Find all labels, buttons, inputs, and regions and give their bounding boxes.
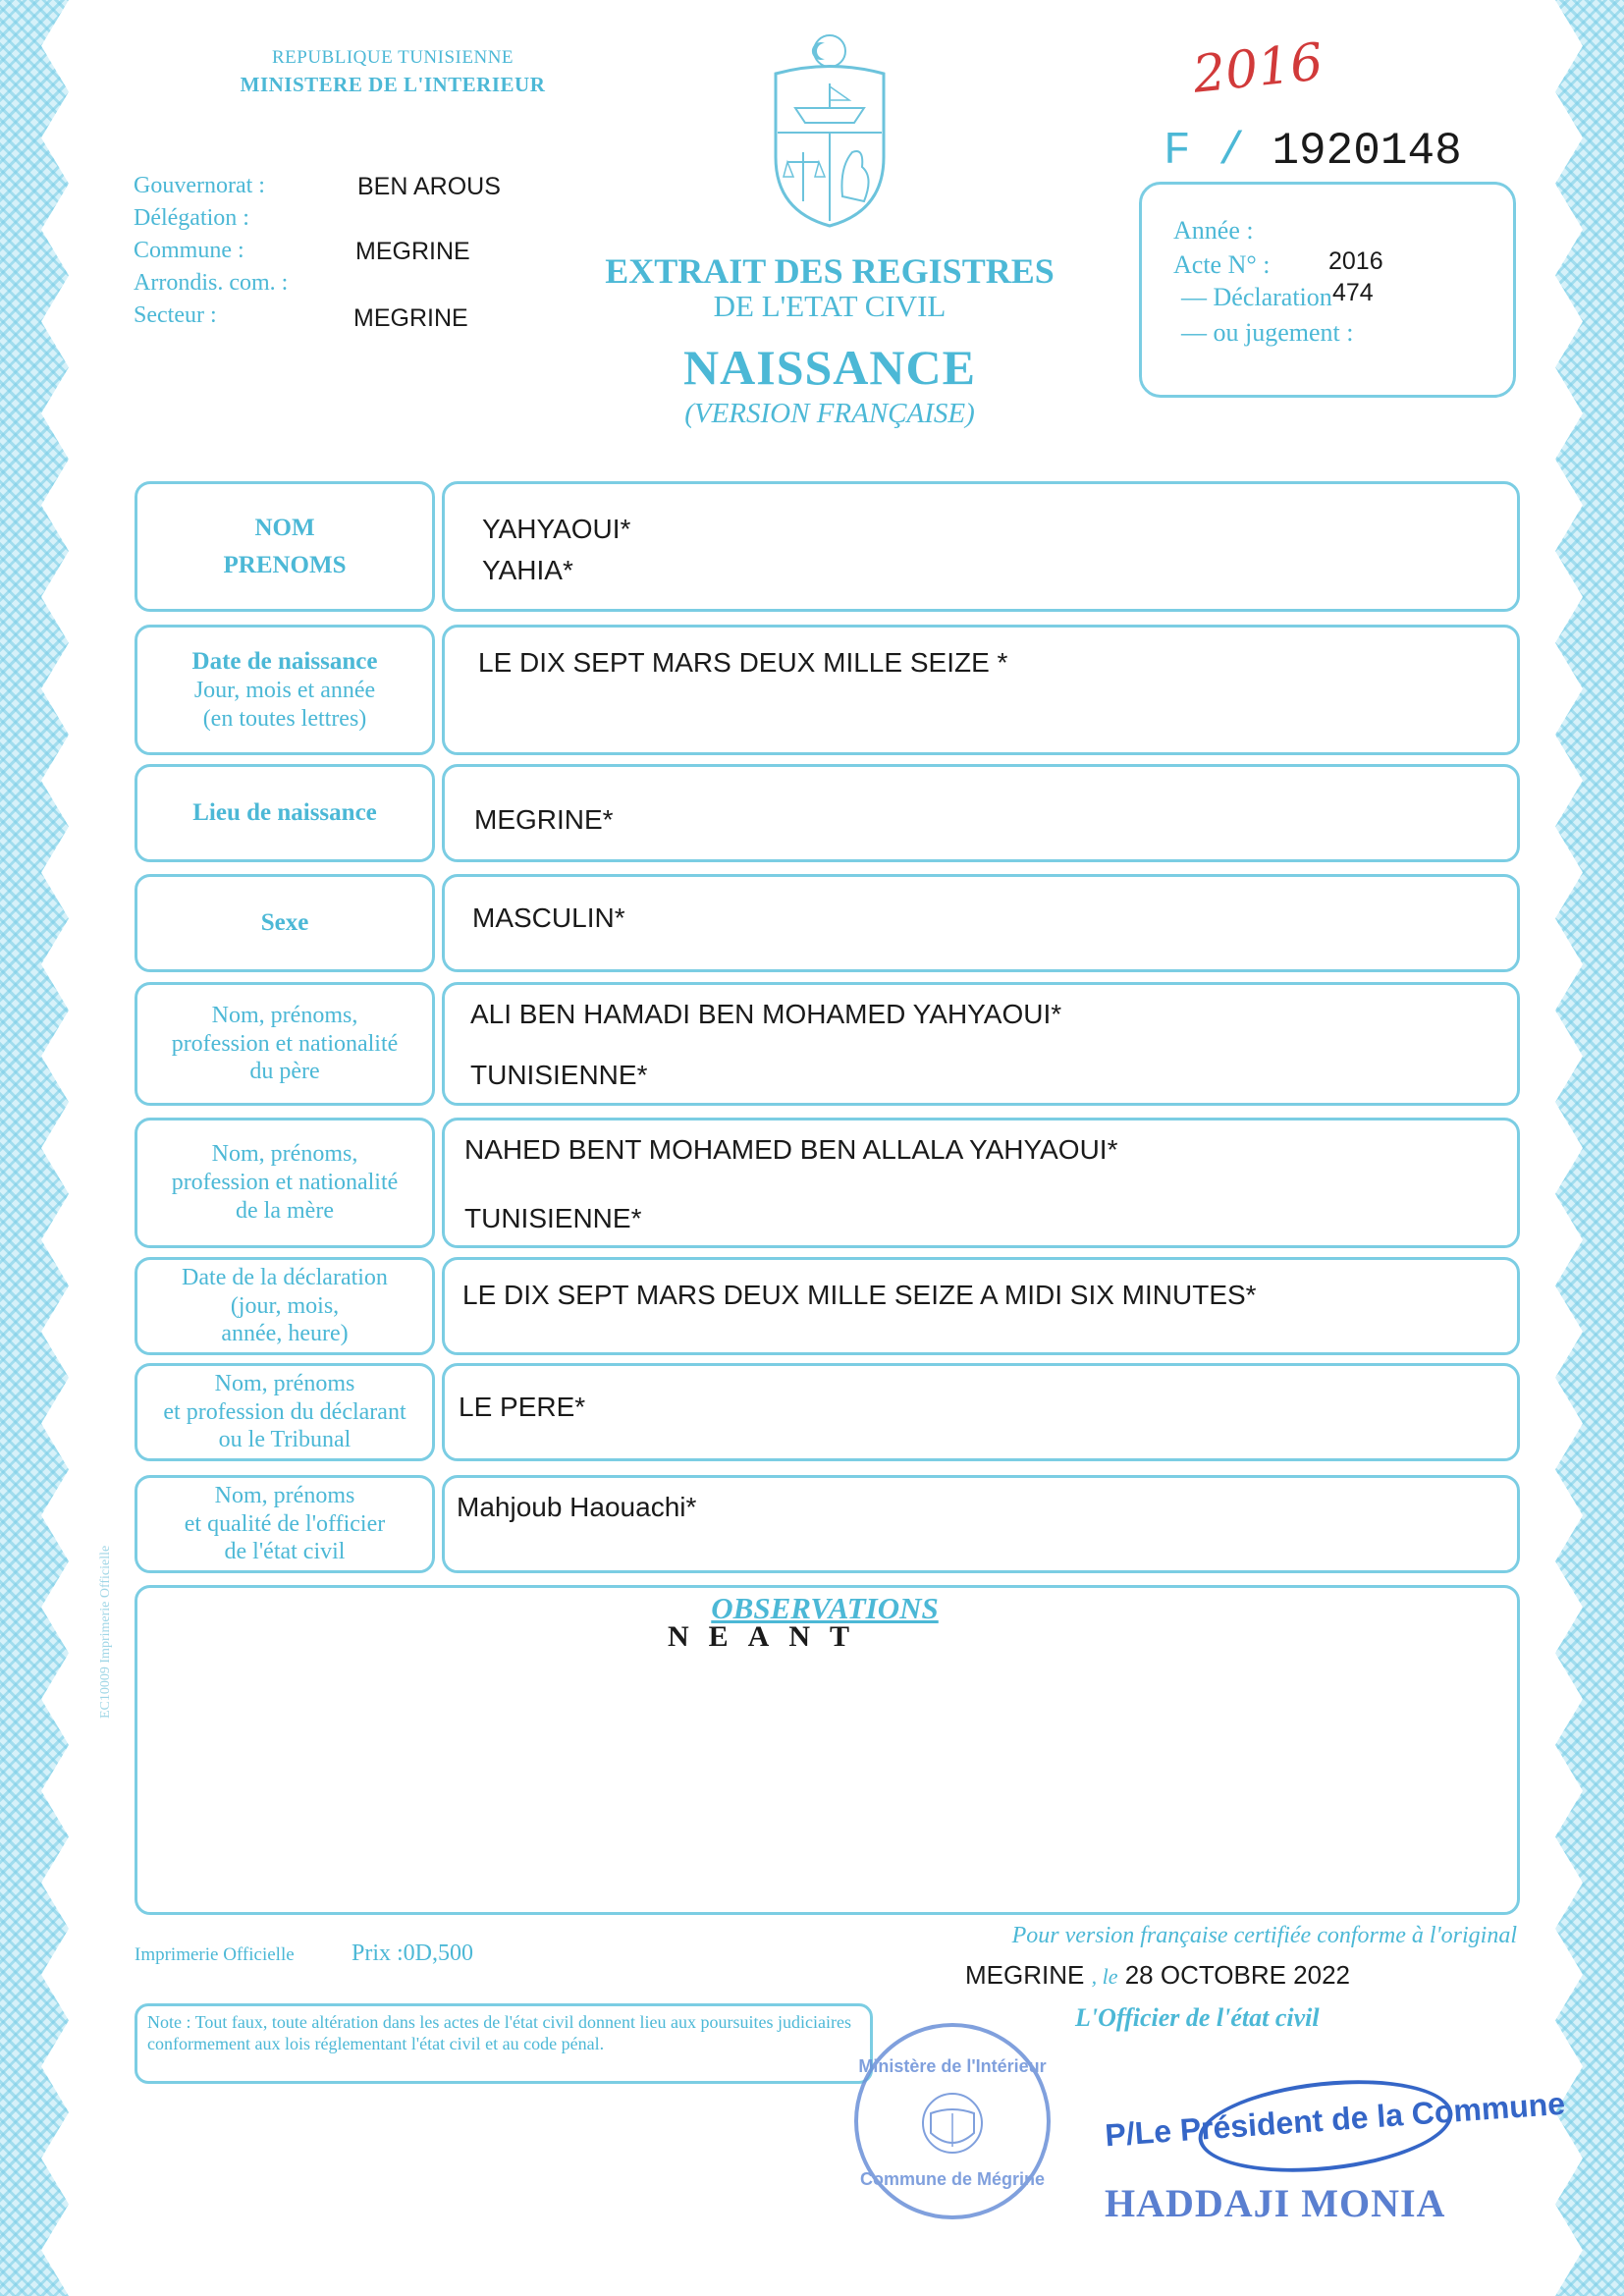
nom-prenoms-label-cell [135,481,435,612]
version-subtitle: (VERSION FRANÇAISE) [684,398,975,429]
officier-label-cell [135,1475,435,1573]
acte-number-label: Acte N° : [1173,250,1271,279]
declarant-value: LE PERE* [459,1392,586,1422]
mere-nationality-value: TUNISIENNE* [464,1203,642,1233]
prenoms-label: PRENOMS [223,551,347,578]
pere-label-cell [135,982,435,1106]
stamp-top-text: Ministère de l'Intérieur [858,2056,1047,2076]
gouvernorat-value: BEN AROUS [357,173,501,200]
gouvernorat-label: Gouvernorat : [134,173,265,198]
date-declaration-label-line3: année, heure) [221,1321,349,1347]
officier-label-line2: et qualité de l'officier [184,1510,386,1537]
prix-label: Prix :0D,500 [352,1941,474,1966]
serial-number-value: 1920148 [1272,126,1462,177]
sexe-value-cell [442,874,1520,972]
nom-label: NOM [254,514,315,541]
observations-title: OBSERVATIONS [711,1591,939,1625]
signature-role: P/Le Président de la Commune [1104,2085,1567,2154]
mere-value-cell [442,1118,1520,1248]
declarant-label-line2: et profession du déclarant [163,1398,406,1425]
jugement-label: — ou jugement : [1181,318,1354,347]
date-naissance-value-cell [442,625,1520,755]
pere-value-cell [442,982,1520,1106]
officier-title: L'Officier de l'état civil [1075,2003,1320,2032]
legal-note: Note : Tout faux, toute altération dans les actes de l'état civil donnent lieu aux poursuites judiciaires conformement aux lois réglementant l'état civil et au code pénal. [135,2003,873,2084]
lieu-naissance-value-cell [442,764,1520,862]
declarant-label-cell [135,1363,435,1461]
certification-statement: Pour version française certifiée conforme à l'original [1011,1923,1517,1948]
side-printer-code: EC10009 Imprimerie Officielle [98,1545,113,1719]
date-naissance-sublabel-1: Jour, mois et année [193,677,376,703]
issue-place: MEGRINE [965,1960,1085,1990]
sexe-value: MASCULIN* [472,902,625,933]
pere-label-line1: Nom, prénoms, [211,1002,358,1028]
secteur-value: MEGRINE [353,304,468,332]
lieu-naissance-label: Lieu de naissance [192,799,377,826]
commune-label: Commune : [134,238,244,263]
commune-value: MEGRINE [355,238,470,265]
mere-label-line2: profession et nationalité [171,1170,399,1196]
pere-label-line3: du père [249,1059,320,1085]
pere-nationality-value: TUNISIENNE* [470,1060,648,1090]
date-declaration-label-line1: Date de la déclaration [182,1264,388,1290]
declarant-label-line1: Nom, prénoms [214,1370,355,1396]
serial-prefix: F / [1164,126,1245,177]
stamp-emblem-icon [917,2088,988,2159]
declarant-label-line3: ou le Tribunal [218,1427,352,1453]
coat-of-arms-emblem [766,29,893,231]
date-declaration-value-cell [442,1257,1520,1355]
declarant-value-cell [442,1363,1520,1461]
annee-label: Année : [1173,216,1254,245]
imprimerie-label: Imprimerie Officielle [135,1944,295,1965]
prenoms-value: YAHIA* [482,555,573,585]
date-declaration-label-cell [135,1257,435,1355]
observations-value: NEANT [668,1620,870,1653]
mere-label-line1: Nom, prénoms, [211,1141,358,1168]
mere-name-value: NAHED BENT MOHAMED BEN ALLALA YAHYAOUI* [464,1134,1118,1165]
mere-label-line3: de la mère [236,1197,334,1224]
acte-year-value: 2016 [1328,247,1383,275]
date-naissance-label: Date de naissance [191,647,378,675]
date-declaration-value: LE DIX SEPT MARS DEUX MILLE SEIZE A MIDI SIX MINUTES* [462,1280,1257,1310]
date-naissance-value: LE DIX SEPT MARS DEUX MILLE SEIZE * [478,647,1008,678]
secteur-label: Secteur : [134,302,217,328]
pere-label-line2: profession et nationalité [171,1030,399,1057]
sexe-label: Sexe [260,909,309,936]
pere-name-value: ALI BEN HAMADI BEN MOHAMED YAHYAOUI* [470,999,1062,1029]
sexe-label-cell [135,874,435,972]
official-stamp [854,2023,1051,2219]
document-type-heading: NAISSANCE [683,340,976,395]
arrondissement-label: Arrondis. com. : [134,270,289,296]
date-declaration-label-line2: (jour, mois, [230,1292,340,1319]
officier-label-line1: Nom, prénoms [214,1482,355,1508]
lieu-naissance-label-cell [135,764,435,862]
delegation-label: Délégation : [134,205,249,231]
nom-value: YAHYAOUI* [482,514,631,544]
republic-heading: REPUBLIQUE TUNISIENNE [271,47,514,68]
date-naissance-sublabel-2: (en toutes lettres) [202,705,367,732]
officier-value-cell [442,1475,1520,1573]
right-decorative-border [1555,0,1624,2296]
declaration-label: — Déclaration [1181,283,1332,311]
ministry-heading: MINISTERE DE L'INTERIEUR [240,73,546,96]
officier-label-line3: de l'état civil [224,1539,346,1565]
signature-name: HADDAJI MONIA [1105,2181,1446,2225]
handwritten-year: 2016 [1190,32,1326,105]
stamp-bottom-text: Commune de Mégrine [859,2169,1046,2189]
issue-le: , le [1091,1964,1118,1989]
issue-place-date [965,1960,1350,1991]
left-decorative-border [0,0,69,2296]
date-naissance-label-cell [135,625,435,755]
issue-date: 28 OCTOBRE 2022 [1124,1960,1351,1990]
serial-number [1164,126,1462,177]
declaration-number: 474 [1332,279,1374,306]
officier-value: Mahjoub Haouachi* [457,1492,697,1522]
lieu-naissance-value: MEGRINE* [474,804,614,835]
document-title-line2: DE L'ETAT CIVIL [713,289,947,323]
document-title-line1: EXTRAIT DES REGISTRES [605,251,1055,291]
mere-label-cell [135,1118,435,1248]
nom-prenoms-value-cell [442,481,1520,612]
acte-reference-box [1139,182,1516,398]
